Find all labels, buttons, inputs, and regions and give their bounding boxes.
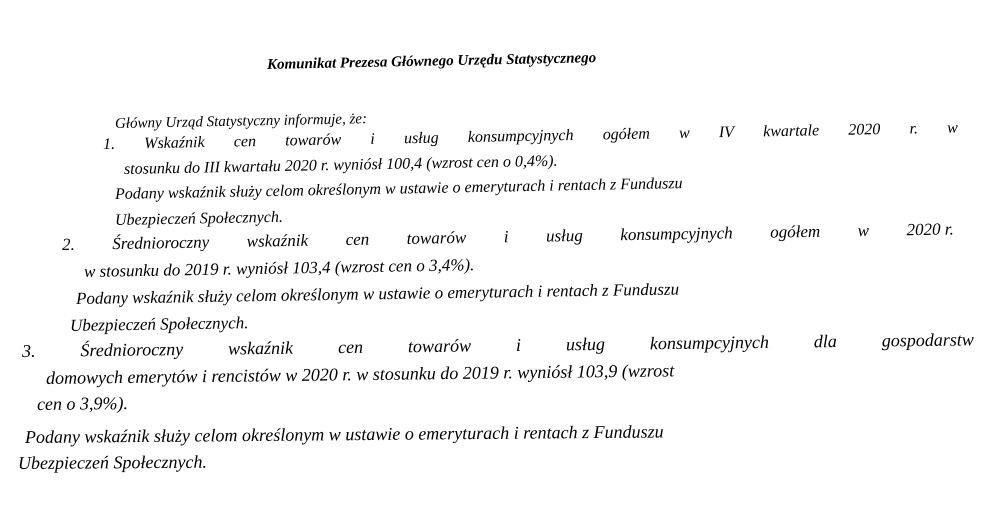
item-2-line-2: w stosunku do 2019 r. wyniósł 103,4 (wzrost cen o 3,4%). xyxy=(83,255,475,281)
word: kwartale xyxy=(762,122,820,141)
item-3-note-line-2: Ubezpieczeń Społecznych. xyxy=(17,451,208,473)
item-3-line-1 xyxy=(22,330,974,360)
word: w xyxy=(946,119,958,137)
word: gospodarstw xyxy=(881,329,974,351)
word: ogółem xyxy=(769,221,821,242)
word: Wskaźnik xyxy=(144,134,205,153)
item-2-number: 2. xyxy=(61,234,75,254)
word: wskaźnik xyxy=(246,230,309,251)
word: i xyxy=(370,130,375,148)
word: towarów xyxy=(407,335,472,357)
word: w xyxy=(678,124,690,142)
item-1-note-line-1: Podany wskaźnik służy celom określonym w ustawie o emeryturach i rentach z Funduszu xyxy=(114,175,683,203)
word: konsumpcyjnych xyxy=(649,331,770,354)
word: i xyxy=(515,334,522,355)
item-2-note-line-1: Podany wskaźnik służy celom określonym w ustawie o emeryturach i rentach z Funduszu xyxy=(75,279,680,308)
word: konsumpcyjnych xyxy=(467,126,574,146)
intro-text: Główny Urząd Statystyczny informuje, że: xyxy=(114,111,368,132)
word: usług xyxy=(545,225,583,246)
word: towarów xyxy=(284,131,342,150)
word: 2020 xyxy=(848,121,881,139)
item-3-line-3: cen o 3,9%). xyxy=(36,393,129,414)
word: i xyxy=(503,227,509,247)
word: w xyxy=(857,220,870,241)
word: ogółem xyxy=(602,125,650,144)
word: konsumpcyjnych xyxy=(620,223,733,245)
item-2-note-line-2: Ubezpieczeń Społecznych. xyxy=(69,313,249,335)
item-1-number: 1. xyxy=(102,135,116,153)
word: wskaźnik xyxy=(227,337,294,359)
word: IV xyxy=(718,123,735,142)
word: dla xyxy=(813,331,837,352)
word: cen xyxy=(337,336,364,358)
word: usług xyxy=(565,333,606,355)
word: usług xyxy=(403,129,439,148)
item-3-line-2: domowych emerytów i rencistów w 2020 r. w stosunku do 2019 r. wyniósł 103,9 (wzrost xyxy=(45,360,675,388)
item-3-note-line-1: Podany wskaźnik służy celom określonym w ustawie o emeryturach i rentach z Funduszu xyxy=(24,421,664,447)
word: cen xyxy=(345,229,370,250)
page-title: Komunikat Prezesa Głównego Urzędu Statystycznego xyxy=(266,50,597,73)
word: 2020 r. xyxy=(906,219,954,240)
word: Średnioroczny xyxy=(80,339,184,361)
item-3-number: 3. xyxy=(21,340,36,361)
item-1-note-line-2: Ubezpieczeń Społecznych. xyxy=(114,208,284,229)
word: cen xyxy=(233,133,257,151)
word: r. xyxy=(909,120,919,138)
word: Średnioroczny xyxy=(112,232,210,254)
item-1-line-2: stosunku do III kwartału 2020 r. wyniósł 100,4 (wzrost cen o 0,4%). xyxy=(123,152,558,178)
word: towarów xyxy=(406,227,467,248)
